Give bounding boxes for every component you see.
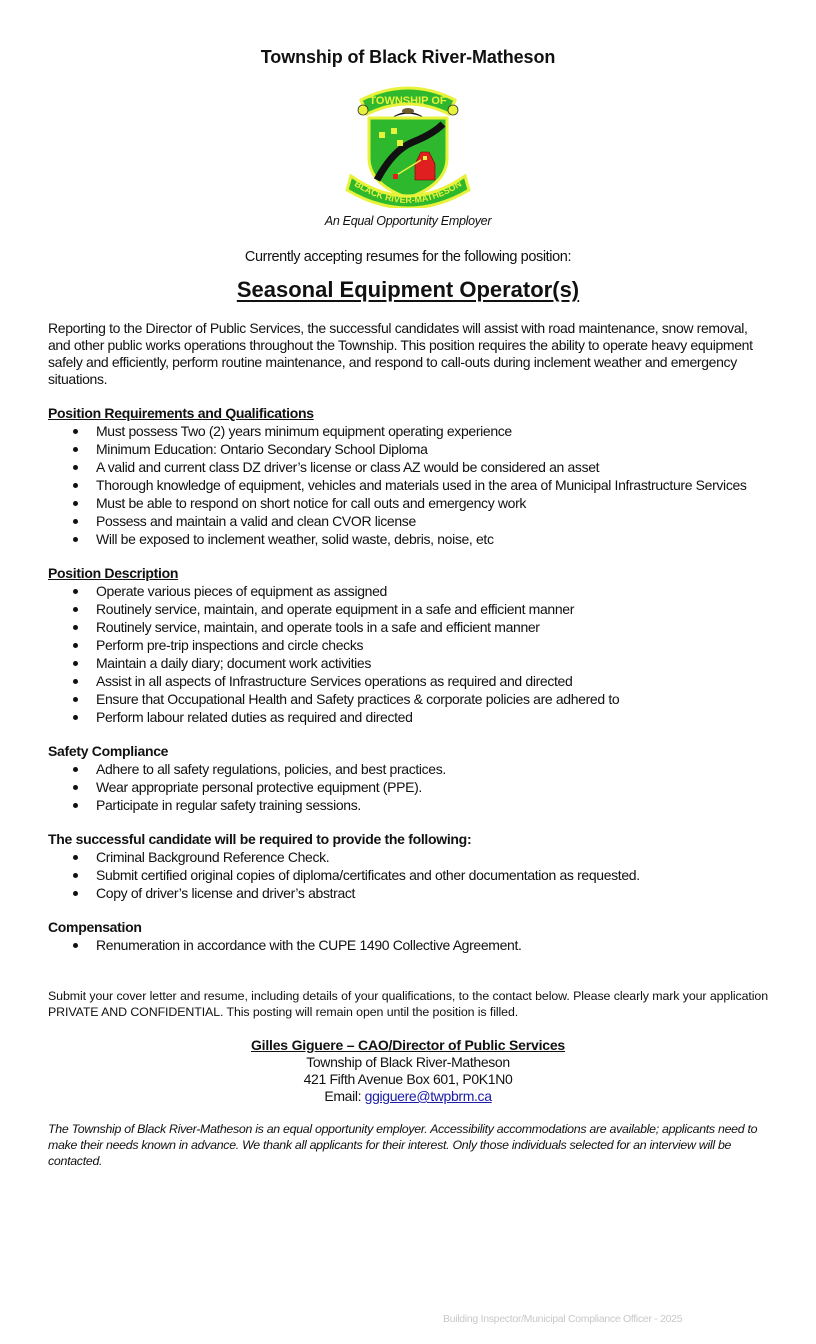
list-item-text: Copy of driver’s license and driver’s abstract (96, 885, 356, 901)
list-item (48, 672, 770, 690)
list-item (48, 796, 770, 814)
contact-address: 421 Fifth Avenue Box 601, P0K1N0 (303, 1071, 513, 1087)
section-heading: Position Requirements and Qualifications (48, 405, 314, 421)
bullet-icon (73, 803, 78, 808)
list-item-text: Assist in all aspects of Infrastructure Services operations as required and directed (96, 673, 573, 689)
svg-text:TOWNSHIP OF: TOWNSHIP OF (369, 95, 447, 107)
list-item-text: Operate various pieces of equipment as assigned (96, 583, 387, 599)
bullet-icon (73, 767, 78, 772)
bullet-icon (73, 891, 78, 896)
section-heading: Safety Compliance (48, 743, 169, 759)
section-compensation (48, 919, 770, 954)
section-heading: Compensation (48, 919, 142, 935)
list-item-text: Routinely service, maintain, and operate tools in a safe and efficient manner (96, 619, 540, 635)
email-link[interactable]: ggiguere@twpbrm.ca (364, 1088, 492, 1104)
email-label: Email: (324, 1088, 365, 1104)
bullet-icon (73, 447, 78, 452)
bullet-icon (73, 715, 78, 720)
contact-name-title: Gilles Giguere – CAO/Director of Public Services (250, 1037, 566, 1053)
list-item (48, 654, 770, 672)
list-item-text: Perform labour related duties as required and directed (96, 709, 413, 725)
section-heading: The successful candidate will be required to provide the following: (48, 831, 472, 847)
list-item (48, 530, 770, 548)
list-item (48, 458, 770, 476)
list-item-text: Routinely service, maintain, and operate equipment in a safe and efficient manner (96, 601, 575, 617)
list-item-text: Must possess Two (2) years minimum equipment operating experience (96, 423, 512, 439)
list-item-text: Submit certified original copies of diploma/certificates and other documentation as requested. (96, 867, 640, 883)
list-item (48, 778, 770, 796)
bullet-icon (73, 607, 78, 612)
bullet-icon (73, 785, 78, 790)
bullet-icon (73, 661, 78, 666)
list-item-text: Ensure that Occupational Health and Safety practices & corporate policies are adhered to (96, 691, 620, 707)
requirements-list (48, 422, 770, 548)
list-item-text: A valid and current class DZ driver’s license or class AZ would be considered an asset (96, 459, 600, 475)
contact-block (0, 1036, 816, 1105)
description-list (48, 582, 770, 726)
list-item (48, 440, 770, 458)
list-item-text: Minimum Education: Ontario Secondary School Diploma (96, 441, 428, 457)
equal-opportunity-tagline: An Equal Opportunity Employer (324, 214, 492, 228)
list-item (48, 476, 770, 494)
bullet-icon (73, 429, 78, 434)
section-safety (48, 743, 770, 814)
list-item (48, 494, 770, 512)
list-item-text: Will be exposed to inclement weather, solid waste, debris, noise, etc (96, 531, 494, 547)
list-item-text: Thorough knowledge of equipment, vehicles and materials used in the area of Municipal Infrastructure Services (96, 477, 747, 493)
organization-title: Township of Black River-Matheson (260, 47, 556, 67)
required-documents-list (48, 848, 770, 902)
contact-organization: Township of Black River-Matheson (306, 1054, 510, 1070)
bullet-icon (73, 643, 78, 648)
bullet-icon (73, 519, 78, 524)
submit-instructions: Submit your cover letter and resume, including details of your qualifications, to the contact below. Please clearly mark your application PRIVATE AND CONFIDENTIAL. This posting will remain open until the position is filled. (48, 989, 768, 1019)
list-item (48, 884, 770, 902)
bullet-icon (73, 589, 78, 594)
accepting-resumes-text: Currently accepting resumes for the following position: (244, 249, 572, 265)
contact-email-line (0, 1088, 816, 1105)
intro-paragraph: Reporting to the Director of Public Services, the successful candidates will assist with road maintenance, snow removal, and other public works operations throughout the Township. This position requires the ability to operate heavy equipment safely and efficiently, perform routine maintenance, and respond to call-outs during inclement weather and emergency situations. (48, 320, 753, 387)
section-required-documents (48, 831, 770, 902)
list-item (48, 636, 770, 654)
bullet-icon (73, 537, 78, 542)
svg-text:BLACK RIVER-MATHESON: BLACK RIVER-MATHESON (352, 178, 464, 206)
list-item (48, 708, 770, 726)
list-item-text: Participate in regular safety training sessions. (96, 797, 361, 813)
list-item-text: Wear appropriate personal protective equipment (PPE). (96, 779, 422, 795)
bullet-icon (73, 465, 78, 470)
list-item (48, 936, 770, 954)
section-requirements (48, 405, 770, 548)
compensation-list (48, 936, 770, 954)
list-item (48, 760, 770, 778)
bullet-icon (73, 625, 78, 630)
list-item-text: Renumeration in accordance with the CUPE 1490 Collective Agreement. (96, 937, 522, 953)
section-description (48, 565, 770, 726)
list-item (48, 848, 770, 866)
list-item (48, 582, 770, 600)
list-item-text: Possess and maintain a valid and clean CVOR license (96, 513, 416, 529)
safety-list (48, 760, 770, 814)
bullet-icon (73, 501, 78, 506)
footer-note: Building Inspector/Municipal Compliance Officer - 2025 (443, 1313, 683, 1325)
list-item (48, 618, 770, 636)
posting-body (48, 320, 770, 954)
section-heading: Position Description (48, 565, 179, 581)
bullet-icon (73, 943, 78, 948)
equal-opportunity-disclaimer: The Township of Black River-Matheson is an equal opportunity employer. Accessibility accommodations are available; applicants need to make their needs known in advance. We thank all applicants for their interest. Only those individuals selected for an interview will be contacted. (48, 1122, 758, 1168)
list-item-text: Must be able to respond on short notice for call outs and emergency work (96, 495, 527, 511)
list-item (48, 422, 770, 440)
list-item (48, 600, 770, 618)
bullet-icon (73, 483, 78, 488)
bullet-icon (73, 873, 78, 878)
list-item (48, 690, 770, 708)
list-item (48, 866, 770, 884)
list-item (48, 512, 770, 530)
list-item-text: Perform pre-trip inspections and circle checks (96, 637, 364, 653)
job-title: Seasonal Equipment Operator(s) (236, 277, 580, 302)
township-crest-icon (343, 80, 473, 208)
list-item-text: Maintain a daily diary; document work activities (96, 655, 371, 671)
list-item-text: Criminal Background Reference Check. (96, 849, 330, 865)
bullet-icon (73, 697, 78, 702)
list-item-text: Adhere to all safety regulations, policies, and best practices. (96, 761, 446, 777)
bullet-icon (73, 679, 78, 684)
bullet-icon (73, 855, 78, 860)
